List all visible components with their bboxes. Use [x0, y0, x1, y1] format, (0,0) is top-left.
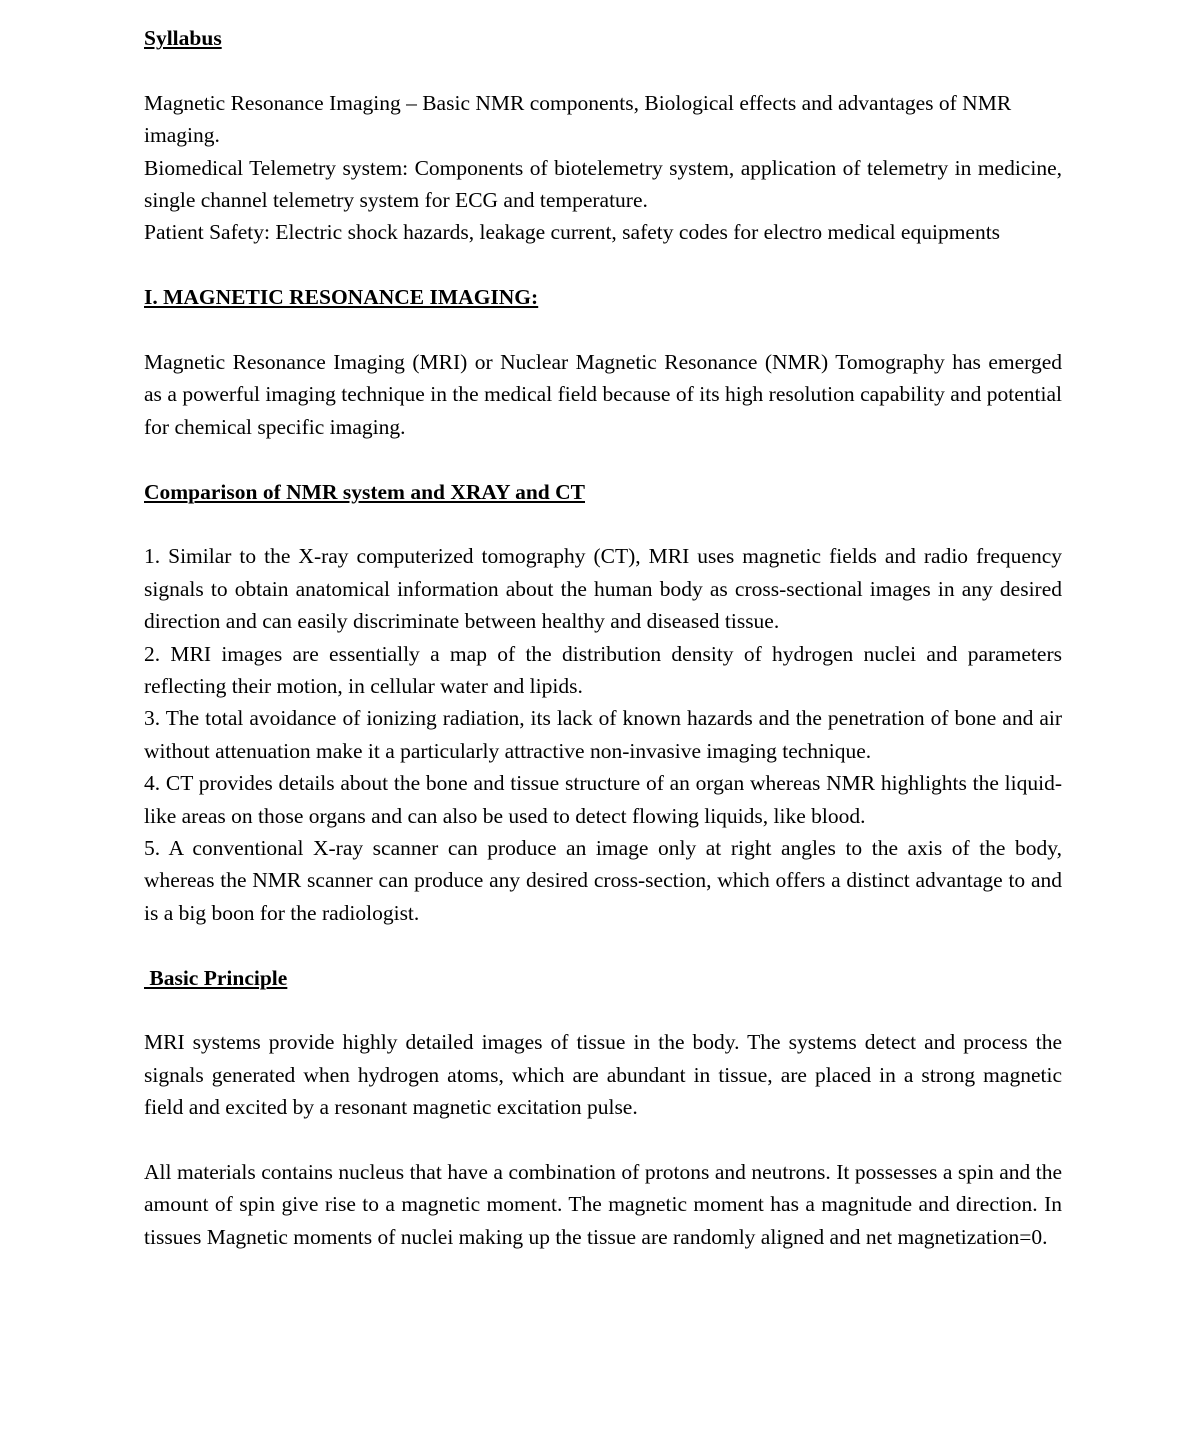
syllabus-line-mri: Magnetic Resonance Imaging – Basic NMR components, Biological effects and advantages of NMR imaging.: [144, 90, 1012, 148]
comparison-heading: Comparison of NMR system and XRAY and CT: [144, 479, 585, 504]
mri-intro-paragraph: Magnetic Resonance Imaging (MRI) or Nuclear Magnetic Resonance (NMR) Tomography has emerged as a powerful imaging technique in the medical field because of its high resolution capability and potential for chemical specific imaging.: [144, 349, 1062, 439]
basic-principle-paragraph-2: All materials contains nucleus that have a combination of protons and neutrons. It possesses a spin and the amount of spin give rise to a magnetic moment. The magnetic moment has a magnitude and direction. In tissues Magnetic moments of nuclei making up the tissue are randomly aligned and net magnetization=0.: [144, 1160, 1062, 1249]
spacer: [144, 929, 1062, 961]
spacer: [144, 249, 1062, 281]
syllabus-line-patient-safety: Patient Safety: Electric shock hazards, leakage current, safety codes for electro medical equipments: [144, 220, 1001, 245]
comparison-point-5: 5. A conventional X-ray scanner can produce an image only at right angles to the axis of the body, whereas the NMR scanner can produce any desired cross-section, which offers a distinct advantage to and is a big boon for the radiologist.: [144, 836, 1062, 925]
spacer: [144, 508, 1062, 540]
comparison-point-4: 4. CT provides details about the bone and tissue structure of an organ whereas NMR highlights the liquid-like areas on those organs and can also be used to detect flowing liquids, like blood.: [144, 771, 1062, 828]
spacer: [144, 314, 1062, 346]
syllabus-heading: Syllabus: [144, 26, 222, 50]
spacer: [144, 994, 1062, 1026]
comparison-point-1: 1. Similar to the X-ray computerized tomography (CT), MRI uses magnetic fields and radio frequency signals to obtain anatomical information about the human body as cross-sectional images in any desired direction and can easily discriminate between healthy and diseased tissue.: [144, 544, 1062, 634]
comparison-point-2: 2. MRI images are essentially a map of the distribution density of hydrogen nuclei and parameters reflecting their motion, in cellular water and lipids.: [144, 641, 1062, 698]
document-page: [144, 22, 1062, 1253]
comparison-point-3: 3. The total avoidance of ionizing radiation, its lack of known hazards and the penetration of bone and air without attenuation make it a particularly attractive non-invasive imaging technique.: [144, 706, 1062, 763]
spacer: [144, 1124, 1062, 1156]
section-mri-heading: I. MAGNETIC RESONANCE IMAGING:: [144, 285, 539, 310]
spacer: [144, 443, 1062, 475]
spacer: [144, 54, 1062, 86]
basic-principle-heading: Basic Principle: [144, 965, 288, 990]
basic-principle-paragraph-1: MRI systems provide highly detailed images of tissue in the body. The systems detect and process the signals generated when hydrogen atoms, which are abundant in tissue, are placed in a strong magnetic field and excited by a resonant magnetic excitation pulse.: [144, 1030, 1062, 1120]
syllabus-line-telemetry: Biomedical Telemetry system: Components of biotelemetry system, application of telemetry in medicine, single channel telemetry system for ECG and temperature.: [144, 155, 1062, 212]
